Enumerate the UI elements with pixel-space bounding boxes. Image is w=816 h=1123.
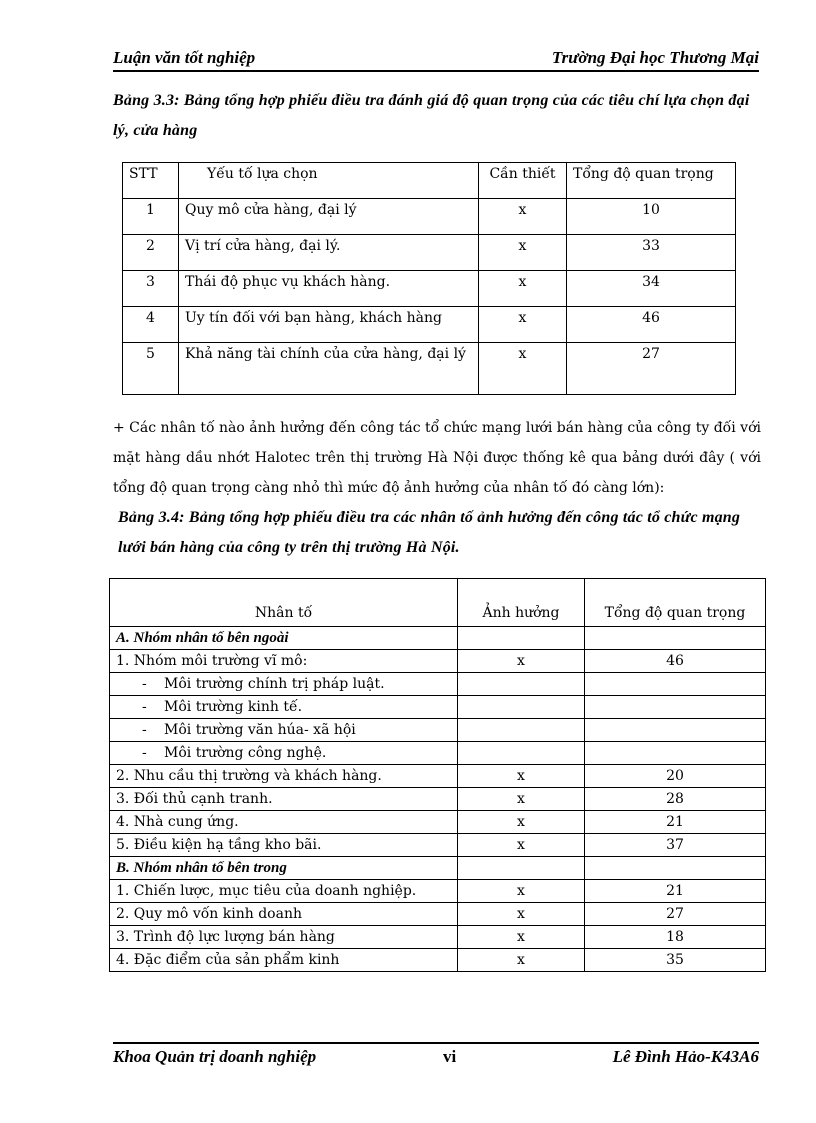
table-header-row	[110, 579, 766, 627]
header-cell: Tổng độ quan trọng	[585, 579, 766, 627]
header-cell: Ảnh hưởng	[458, 579, 585, 627]
table-cell	[458, 696, 585, 719]
table2-caption: Bảng 3.4: Bảng tổng hợp phiếu điều tra các nhân tố ảnh hưởng đến công tác tổ chức mạng lưới bán hàng của công ty trên thị trường Hà Nội.	[118, 509, 741, 556]
group-row	[110, 627, 766, 650]
table-cell: 35	[585, 949, 766, 972]
table-row	[110, 650, 766, 673]
table-cell: 37	[585, 834, 766, 857]
header-cell: Yếu tố lựa chọn	[179, 163, 479, 199]
table-cell: x	[458, 765, 585, 788]
table-cell: x	[458, 811, 585, 834]
table-cell: x	[458, 834, 585, 857]
table-cell: 46	[567, 307, 736, 343]
sub-row	[110, 719, 766, 742]
table-cell: 46	[585, 650, 766, 673]
table-cell: 1. Chiến lược, mục tiêu của doanh nghiệp.	[110, 880, 458, 903]
table-row	[110, 811, 766, 834]
table-cell: x	[479, 271, 567, 307]
table-cell: x	[479, 235, 567, 271]
table-cell: 4	[123, 307, 179, 343]
table-cell: 5. Điều kiện hạ tầng kho bãi.	[110, 834, 458, 857]
table-cell: 33	[567, 235, 736, 271]
table-cell: 1. Nhóm môi trường vĩ mô:	[110, 650, 458, 673]
table-cell: Khả năng tài chính của cửa hàng, đại lý	[179, 343, 479, 395]
table-cell	[110, 696, 458, 719]
table-cell: 2	[123, 235, 179, 271]
dash-bullet: -	[142, 676, 147, 692]
table-row	[123, 235, 736, 271]
table-row	[123, 199, 736, 235]
table-cell: 27	[567, 343, 736, 395]
table-row	[110, 788, 766, 811]
table-row	[123, 271, 736, 307]
table-header-row	[123, 163, 736, 199]
table-cell	[458, 719, 585, 742]
table-cell	[458, 627, 585, 650]
footer-left-text: Khoa Quản trị doanh nghiệp	[113, 1047, 317, 1066]
table-cell: 4. Nhà cung ứng.	[110, 811, 458, 834]
table-row	[110, 765, 766, 788]
table-cell: 2. Nhu cầu thị trường và khách hàng.	[110, 765, 458, 788]
table-cell: 20	[585, 765, 766, 788]
group-label: A. Nhóm nhân tố bên ngoài	[110, 627, 458, 650]
table-cell: 21	[585, 880, 766, 903]
header-right-text: Trường Đại học Thương Mại	[551, 48, 759, 67]
table-cell	[585, 742, 766, 765]
table-cell	[458, 673, 585, 696]
dash-bullet: -	[142, 699, 147, 715]
table-cell: Quy mô cửa hàng, đại lý	[179, 199, 479, 235]
table-row	[110, 834, 766, 857]
table-cell: x	[479, 307, 567, 343]
table-cell: 27	[585, 903, 766, 926]
table-cell: Vị trí cửa hàng, đại lý.	[179, 235, 479, 271]
table-cell: 1	[123, 199, 179, 235]
table-cell: x	[479, 199, 567, 235]
table-cell: 28	[585, 788, 766, 811]
table-cell: 4. Đặc điểm của sản phẩm kinh	[110, 949, 458, 972]
table-cell: 3. Đối thủ cạnh tranh.	[110, 788, 458, 811]
table-cell: 34	[567, 271, 736, 307]
sub-row	[110, 742, 766, 765]
table-cell: 2. Quy mô vốn kinh doanh	[110, 903, 458, 926]
sub-label: Môi trường kinh tế.	[164, 699, 303, 715]
table-cell: x	[458, 880, 585, 903]
table-cell	[110, 673, 458, 696]
table-cell: 5	[123, 343, 179, 395]
sub-label: Môi trường chính trị pháp luật.	[164, 676, 385, 692]
table-cell: x	[458, 949, 585, 972]
header-cell: Tổng độ quan trọng	[567, 163, 736, 199]
group-label: B. Nhóm nhân tố bên trong	[110, 857, 458, 880]
page-header	[113, 48, 759, 72]
sub-label: Môi trường văn húa- xã hội	[164, 722, 356, 738]
table-cell: x	[458, 650, 585, 673]
table-cell: x	[458, 788, 585, 811]
table-row	[110, 903, 766, 926]
table-cell: x	[458, 903, 585, 926]
footer-right-text: Lê Đình Hảo-K43A6	[612, 1047, 759, 1066]
selection-criteria-table	[122, 162, 736, 395]
table-row	[110, 926, 766, 949]
table-cell	[585, 857, 766, 880]
table-cell	[110, 719, 458, 742]
dash-bullet: -	[142, 745, 147, 761]
header-cell: Nhân tố	[110, 579, 458, 627]
table-cell: 3	[123, 271, 179, 307]
body-paragraph: + Các nhân tố nào ảnh hưởng đến công tác tổ chức mạng lưới bán hàng của công ty đối với mặt hàng dầu nhớt Halotec trên thị trường Hà Nội được thống kê qua bảng dưới đây ( với tổng độ quan trọng càng nhỏ thì mức độ ảnh hưởng của nhân tố đó càng lớn):	[113, 420, 761, 496]
table-cell: Thái độ phục vụ khách hàng.	[179, 271, 479, 307]
table1-caption: Bảng 3.3: Bảng tổng hợp phiếu điều tra đánh giá độ quan trọng của các tiêu chí lựa chọn đại lý, cửa hàng	[113, 92, 750, 139]
table-cell: 18	[585, 926, 766, 949]
sub-row	[110, 673, 766, 696]
table-cell: x	[479, 343, 567, 395]
table-cell	[458, 742, 585, 765]
page-footer	[113, 1042, 759, 1070]
header-cell: Cần thiết	[479, 163, 567, 199]
group-row	[110, 857, 766, 880]
header-cell: STT	[123, 163, 179, 199]
table-cell: 3. Trình độ lực lượng bán hàng	[110, 926, 458, 949]
header-left-text: Luận văn tốt nghiệp	[113, 48, 256, 67]
sub-label: Môi trường công nghệ.	[164, 745, 327, 761]
table-row	[110, 880, 766, 903]
table-cell	[585, 673, 766, 696]
table-cell: Uy tín đối với bạn hàng, khách hàng	[179, 307, 479, 343]
influence-factors-table	[109, 578, 766, 972]
table-row	[110, 949, 766, 972]
dash-bullet: -	[142, 722, 147, 738]
table-cell	[458, 857, 585, 880]
sub-row	[110, 696, 766, 719]
table-cell	[585, 719, 766, 742]
table-row	[123, 343, 736, 395]
table-cell	[585, 627, 766, 650]
table-row	[123, 307, 736, 343]
table-cell: 10	[567, 199, 736, 235]
table-cell	[110, 742, 458, 765]
table-cell: 21	[585, 811, 766, 834]
table-cell: x	[458, 926, 585, 949]
page-number: vi	[443, 1047, 457, 1066]
table-cell	[585, 696, 766, 719]
